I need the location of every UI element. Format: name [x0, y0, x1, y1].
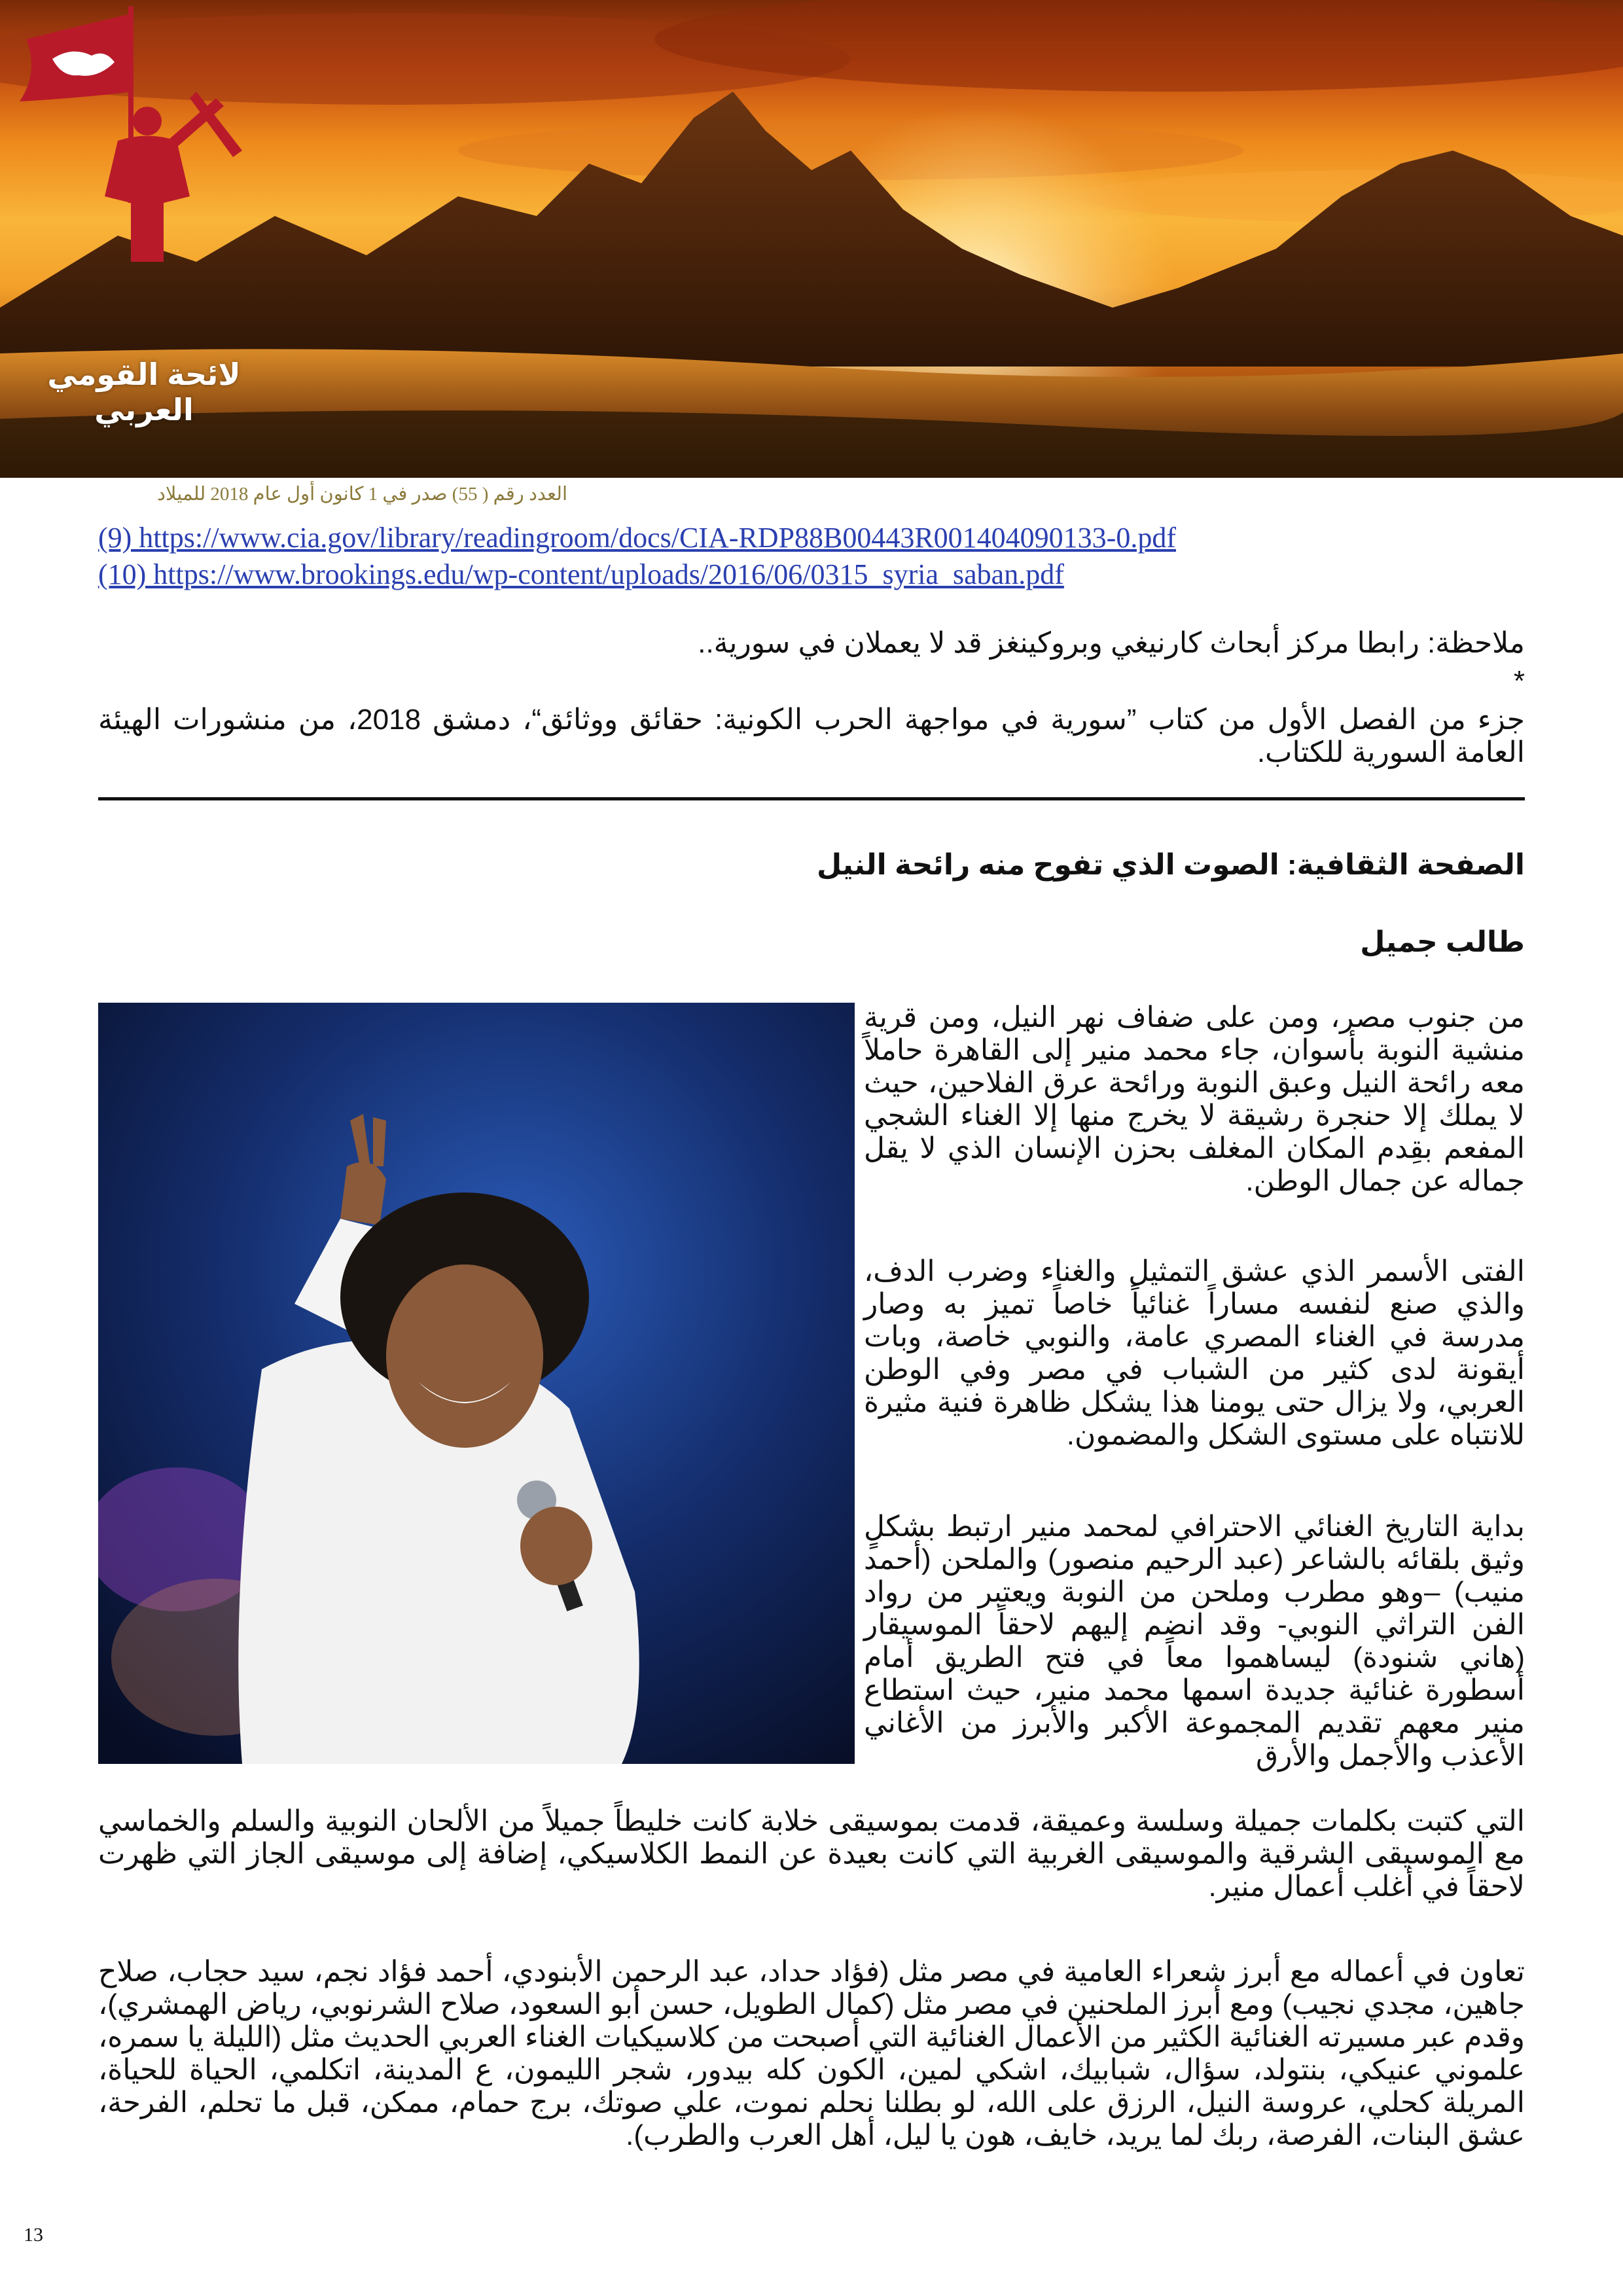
logo-text: لائحة القومي العربي [47, 357, 241, 427]
article-paragraph-3-part-1: بداية التاريخ الغنائي الاحترافي لمحمد منير ارتبط بشكلٍ وثيق بلقائه بالشاعر (عبد الرحيم منصور) والملحن (أحمد منيب) –وهو مطرب وملحن من النوبة ويعتبر من رواد الفن التراثي النوبي- وقد انضم إليهم لاحقاً الموسيقار (هاني شنودة) ليساهموا معاً في فتح الطريق أمام أسطورة غنائية جديدة اسمها محمد منير، حيث استطاع منير معهم تقديم المجموعة الأكبر والأبرز من الأغاني الأعذب والأجمل والأرق [864, 1511, 1525, 1772]
article-paragraph-4: تعاون في أعماله مع أبرز شعراء العامية في مصر مثل (فؤاد حداد، عبد الرحمن الأبنودي، أحمد فؤاد نجم، سيد حجاب، صلاح جاهين، مجدي نجيب) ومع أبرز الملحنين في مصر مثل (كمال الطويل، حسن أبو السعود، صلاح الشرنوبي، رياض الهمشري)، وقدم عبر مسيرته الغنائية الكثير من الأعمال الغنائية التي أصبحت من كلاسيكيات الغناء العربي الحديث مثل (الليلة يا سمره، علموني عنيكي، بنتولد، سؤال، شبابيك، اشكي لمين، الكون كله بيدور، شجر الليمون، ع المدينة، اتكلمي، الحياة للحياة، المريلة كحلي، عروسة النيل، الرزق على الله، لو بطلنا نحلم نموت، علي صوتك، برج حمام، ممكن، قبل ما تحلم، الفرحة، عشق البنات، الفرصة، ربك لما يريد، خايف، هون يا ليل، أهل العرب والطرب). [98, 1956, 1525, 2151]
issue-line: العدد رقم ( 55) صدر في 1 كانون أول عام 2018 للميلاد [157, 484, 568, 505]
note-text: ملاحظة: رابطا مركز أبحاث كارنيغي وبروكينغز قد لا يعملان في سورية.. [698, 627, 1525, 659]
logo-icon [0, 0, 262, 262]
article-paragraph-1: من جنوب مصر، ومن على ضفاف نهر النيل، ومن قرية منشية النوبة بأسوان، جاء محمد منير إلى القاهرة حاملاً معه رائحة النيل وعبق النوبة ورائحة عرق الفلاحين، حيث لا يملك إلا حنجرة رشيقة لا يخرج منها إلا الغناء الشجي المفعم بقِدم المكان المغلف بحزن الإنسان الذي لا يقل جماله عن جمال الوطن. [864, 1001, 1525, 1197]
singer-photo [98, 1003, 855, 1764]
page-number: 13 [24, 2224, 43, 2246]
article-title: الصفحة الثقافية: الصوت الذي تفوح منه رائحة النيل [816, 849, 1525, 881]
article-paragraph-2: الفتى الأسمر الذي عشق التمثيل والغناء وضرب الدف، والذي صنع لنفسه مساراً غنائياً خاصاً تميز به وصار مدرسة في الغناء المصري عامة، والنوبي خاصة، وبات أيقونة لدى كثير من الشباب في مصر وفي الوطن العربي، ولا يزال حتى يومنا هذا يشكل ظاهرة فنية مثيرة للانتباه على مستوى الشكل والمضمون. [864, 1255, 1525, 1451]
header-banner [0, 0, 1623, 478]
star-separator: * [1513, 665, 1525, 697]
article-paragraph-3-part-2: التي كتبت بكلمات جميلة وسلسة وعميقة، قدمت بموسيقى خلابة كانت خليطاً جميلاً من الألحان النوبية والسلم والخماسي مع الموسيقى الشرقية والموسيقى الغربية التي كانت بعيدة عن النمط الكلاسيكي، إضافة إلى موسيقى الجاز التي ظهرت لاحقاً في أغلب أعمال منير. [98, 1805, 1525, 1903]
reference-link-10[interactable]: (10) https://www.brookings.edu/wp-content/uploads/2016/06/0315_syria_saban.pdf [98, 558, 1064, 590]
reference-link-9[interactable]: (9) https://www.cia.gov/library/readingroom/docs/CIA-RDP88B00443R001404090133-0.pdf [98, 522, 1176, 554]
divider-line [98, 797, 1525, 800]
article-author: طالب جميل [1360, 926, 1525, 958]
source-note: جزء من الفصل الأول من كتاب ”سورية في مواجهة الحرب الكونية: حقائق ووثائق“، دمشق 2018، من منشورات الهيئة العامة السورية للكتاب. [98, 704, 1525, 768]
